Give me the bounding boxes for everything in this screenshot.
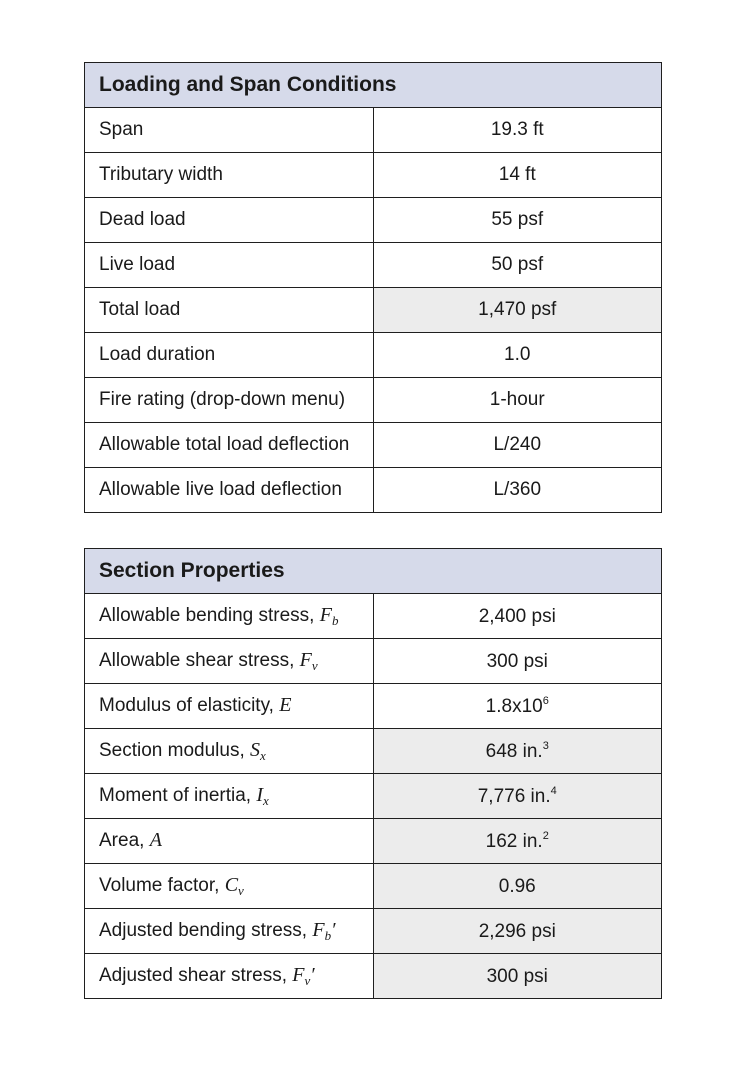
- row-label: Allowable total load deflection: [85, 423, 374, 468]
- row-value-computed: 1,470 psf: [373, 288, 662, 333]
- table-row: [85, 864, 662, 909]
- table-row: [85, 684, 662, 729]
- symbol: $I_x$: [256, 783, 269, 808]
- row-value[interactable]: 300 psi: [373, 639, 662, 684]
- row-value-computed: 300 psi: [373, 954, 662, 999]
- table-row: [85, 774, 662, 819]
- row-label: Adjusted bending stress, $F_b'$: [85, 909, 374, 954]
- symbol: $F_v$: [299, 648, 318, 673]
- section-properties-title: Section Properties: [85, 549, 662, 594]
- row-label: Moment of inertia, $I_x$: [85, 774, 374, 819]
- symbol: $C_v$: [224, 873, 244, 898]
- table-row: [85, 243, 662, 288]
- row-label: Tributary width: [85, 153, 374, 198]
- table-row: [85, 639, 662, 684]
- row-value[interactable]: 55 psf: [373, 198, 662, 243]
- row-label: Fire rating (drop-down menu): [85, 378, 374, 423]
- symbol: $F_v'$: [292, 963, 315, 988]
- row-label: Area, A: [85, 819, 374, 864]
- row-value-computed: 2,296 psi: [373, 909, 662, 954]
- table-row: [85, 198, 662, 243]
- row-value-computed: 7,776 in.$^4$: [373, 774, 662, 819]
- row-label: Adjusted shear stress, $F_v'$: [85, 954, 374, 999]
- row-value[interactable]: L/360: [373, 468, 662, 513]
- row-label: Total load: [85, 288, 374, 333]
- row-label: Dead load: [85, 198, 374, 243]
- row-value-computed: 0.96: [373, 864, 662, 909]
- row-value[interactable]: 2,400 psi: [373, 594, 662, 639]
- row-value[interactable]: 19.3 ft: [373, 108, 662, 153]
- row-label: Allowable live load deflection: [85, 468, 374, 513]
- row-label: Allowable shear stress, $F_v$: [85, 639, 374, 684]
- row-label: Allowable bending stress, $F_b$: [85, 594, 374, 639]
- table-row: [85, 729, 662, 774]
- table-row: [85, 288, 662, 333]
- row-value[interactable]: $1.8x10^6$: [373, 684, 662, 729]
- symbol: A: [149, 828, 162, 851]
- row-label: Load duration: [85, 333, 374, 378]
- table-row: [85, 423, 662, 468]
- row-label: Live load: [85, 243, 374, 288]
- row-label: Section modulus, $S_x$: [85, 729, 374, 774]
- row-label: Volume factor, $C_v$: [85, 864, 374, 909]
- fire-rating-dropdown[interactable]: 1-hour: [373, 378, 662, 423]
- symbol: $F_b$: [319, 603, 339, 628]
- symbol: $S_x$: [250, 738, 266, 763]
- table-row: [85, 468, 662, 513]
- row-label: Span: [85, 108, 374, 153]
- table-row: [85, 333, 662, 378]
- symbol: $F_b'$: [312, 918, 336, 943]
- table-row: [85, 153, 662, 198]
- row-value[interactable]: L/240: [373, 423, 662, 468]
- loading-span-title: Loading and Span Conditions: [85, 63, 662, 108]
- table-row: [85, 378, 662, 423]
- row-value-computed: 162 in.$^2$: [373, 819, 662, 864]
- row-value-computed: 648 in.$^3$: [373, 729, 662, 774]
- row-value[interactable]: 14 ft: [373, 153, 662, 198]
- symbol: E: [279, 693, 292, 716]
- loading-span-table: [84, 62, 662, 513]
- table-row: [85, 594, 662, 639]
- table-row: [85, 108, 662, 153]
- row-value[interactable]: 50 psf: [373, 243, 662, 288]
- table-row: [85, 819, 662, 864]
- row-value[interactable]: 1.0: [373, 333, 662, 378]
- section-properties-table: [84, 548, 662, 999]
- table-row: [85, 909, 662, 954]
- row-label: Modulus of elasticity, E: [85, 684, 374, 729]
- table-row: [85, 954, 662, 999]
